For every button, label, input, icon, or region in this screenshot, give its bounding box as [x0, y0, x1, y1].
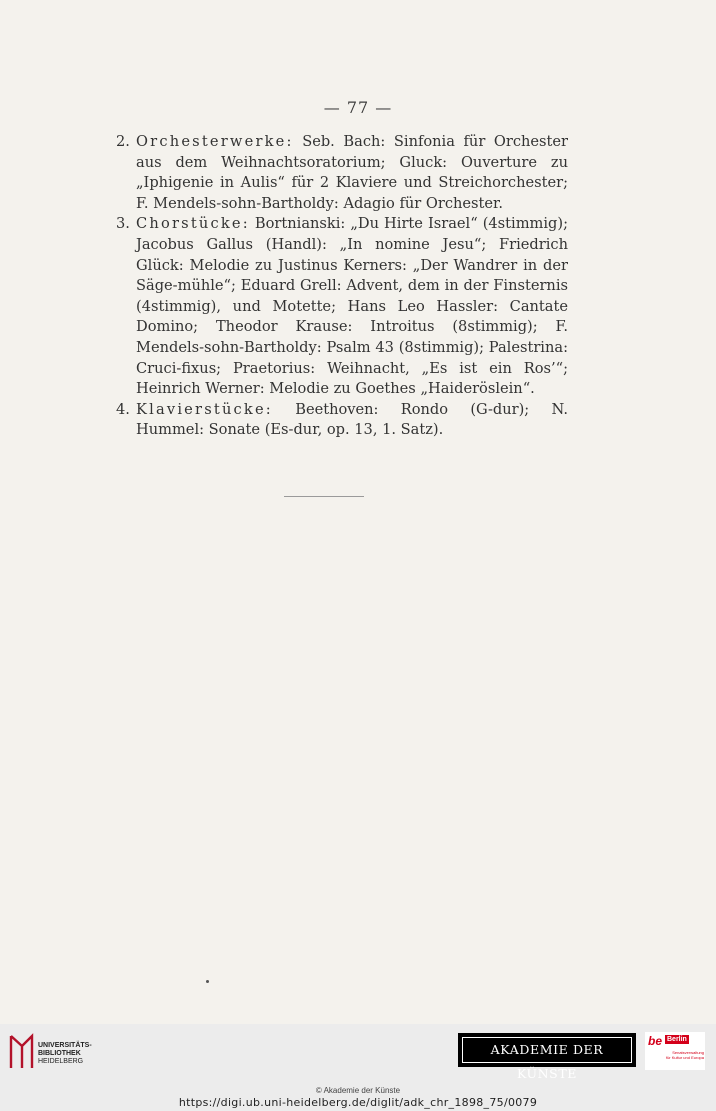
list-item [116, 400, 568, 441]
text-line: Jacobus Gallus (Handl): „In nomine Jesu“; Friedrich Glück: [136, 235, 568, 274]
text-line: in Aulis“ für 2 Klaviere und Streichorchester; F. Mendels- [136, 174, 569, 212]
text-line: Bortnianski: „Du Hirte Israel“ (4stimmig); [249, 215, 568, 233]
ub-heidelberg-logo[interactable] [8, 1032, 98, 1074]
akademie-der-kuenste-logo[interactable] [458, 1033, 636, 1081]
text-line: Seb. Bach: Sinfonia für Orchester aus [136, 133, 568, 171]
list-item [116, 132, 568, 214]
item-number: 4. [116, 400, 130, 418]
text-line: sohn-Bartholdy: Adagio für Orchester. [221, 194, 504, 212]
program-list [116, 132, 568, 441]
ink-speck [206, 980, 209, 983]
ub-logo-line: BIBLIOTHEK [38, 1050, 81, 1057]
text-line: Werner: Melodie zu Goethes „Haideröslein“. [205, 380, 535, 398]
item-text [136, 400, 568, 441]
item-heading: Chorstücke: [136, 215, 250, 233]
text-line: Melodie zu Justinus Kerners: „Der Wandrer in der Säge- [136, 256, 569, 295]
berlin-sub-line: für Kultur und Europa [665, 1055, 704, 1060]
text-line: sohn-Bartholdy: Psalm 43 (8stimmig); Palestrina: Cruci- [136, 338, 568, 377]
be-berlin-mark: be [648, 1034, 663, 1048]
berlin-badge: Berlin [667, 1036, 687, 1043]
ub-logo-line: UNIVERSITÄTS- [38, 1042, 92, 1049]
text-line: mühle“; Eduard Grell: Advent, dem in der Finsternis [177, 277, 568, 295]
copyright-notice: © Akademie der Künste [315, 1086, 401, 1095]
berlin-senate-logo[interactable] [645, 1032, 705, 1070]
ub-logo-line: HEIDELBERG [38, 1058, 84, 1065]
text-line: fixus; Praetorius: Weihnacht, „Es ist ein Ros’“; Heinrich [136, 359, 568, 398]
section-divider [284, 496, 364, 497]
text-line: Beethoven: Rondo (G-dur); N. Hummel: [136, 400, 568, 439]
text-line: Domino; Theodor Krause: Introitus (8stimmig); F. Mendels- [136, 318, 568, 356]
page-number: — 77 — [323, 98, 393, 117]
adk-logo-label: AKADEMIE DER KÜNSTE [462, 1037, 632, 1063]
item-heading: Orchesterwerke: [136, 133, 294, 150]
viewer-footer [0, 1024, 716, 1111]
text-line: dem Weihnachtsoratorium; Gluck: Ouverture zu „Iphigenie [136, 153, 568, 192]
item-text [136, 132, 568, 214]
item-number: 3. [116, 215, 130, 233]
text-line: (4stimmig), und Motette; Hans Leo Hassler: Cantate [136, 297, 568, 315]
list-item [116, 214, 568, 399]
item-number: 2. [116, 133, 130, 150]
item-text [136, 214, 568, 399]
text-line: Sonate (Es-dur, op. 13, 1. Satz). [208, 421, 444, 439]
permalink-url[interactable]: https://digi.ub.uni-heidelberg.de/diglit/adk_chr_1898_75/0079 [178, 1096, 538, 1109]
berlin-sub-line: Senatsverwaltung [672, 1050, 704, 1055]
item-heading: Klavierstücke: [136, 400, 273, 418]
ub-logo-icon [8, 1032, 36, 1072]
